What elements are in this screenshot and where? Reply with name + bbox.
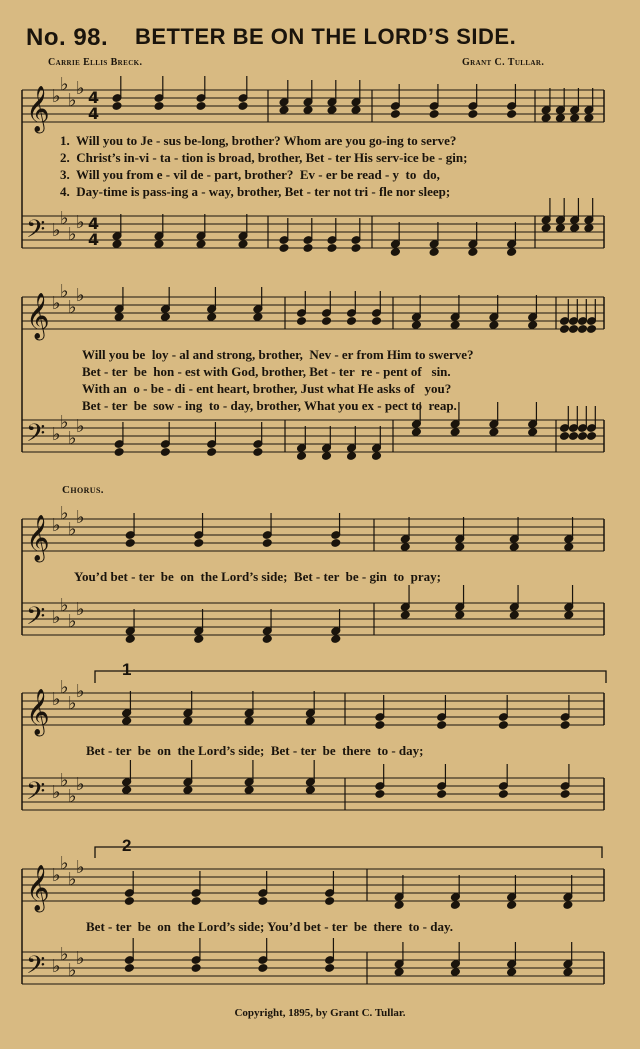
flat-sign: ♭ <box>52 86 61 107</box>
system-2-treble-note <box>450 321 460 330</box>
system-1-bass-note <box>390 248 400 257</box>
system-1-treble-note <box>154 102 164 111</box>
flat-sign: ♭ <box>60 944 69 965</box>
system-1-treble-note <box>468 110 478 119</box>
system-3-treble-note <box>125 539 135 548</box>
flat-sign: ♭ <box>76 681 85 702</box>
system-1-bass-note <box>279 244 289 253</box>
verse-3-line-2: With an o - be - di - ent heart, brother, Just what He asks of you? <box>82 381 452 396</box>
system-1-bass-clef: 𝄢 <box>26 215 46 250</box>
system-1-bass-note <box>351 244 361 253</box>
system-5-bass-note <box>124 964 134 973</box>
system-2-treble-note <box>586 325 596 334</box>
system-2-bass-note <box>207 448 217 457</box>
system-1-treble-clef: 𝄞 <box>26 86 50 132</box>
system-1-bass-note <box>196 240 206 249</box>
chorus-line-2: Bet - ter be on the Lord’s side; Bet - ter be there to - day; <box>86 743 424 758</box>
system-3-treble-note <box>194 539 204 548</box>
system-1-treble-note <box>112 102 122 111</box>
verse-4-line-2: Bet - ter be sow - ing to - day, brother, What you ex - pect to reap. <box>82 398 457 413</box>
system-5-treble-note <box>191 897 201 906</box>
flat-sign: ♭ <box>68 428 77 449</box>
system-2-treble-note <box>160 313 170 322</box>
system-5-treble-note <box>507 901 517 910</box>
system-3-bass-note <box>400 611 410 620</box>
system-3-treble-note <box>509 543 519 552</box>
system-4-treble-note <box>375 721 385 730</box>
system-1-treble-note <box>429 110 439 119</box>
flat-sign: ♭ <box>52 865 61 886</box>
system-1-treble-note <box>196 102 206 111</box>
chorus-label: Chorus. <box>62 484 104 496</box>
system-3-treble-clef: 𝄞 <box>26 515 50 561</box>
flat-sign: ♭ <box>76 774 85 795</box>
system-1-bass-note <box>541 224 551 233</box>
system-2-treble-note <box>528 321 538 330</box>
system-5-bass-note <box>258 964 268 973</box>
system-4-treble-note <box>498 721 508 730</box>
flat-sign: ♭ <box>68 519 77 540</box>
flat-sign: ♭ <box>52 782 61 803</box>
flat-sign: ♭ <box>76 857 85 878</box>
system-3-bass-note <box>125 635 135 644</box>
system-4-bass-clef: 𝄢 <box>26 777 46 812</box>
system-2-bass-note <box>114 448 124 457</box>
chorus-line-3: Bet - ter be on the Lord’s side; You’d bet - ter be there to - day. <box>86 919 453 934</box>
copyright-notice: Copyright, 1895, by Grant C. Tullar. <box>234 1007 406 1019</box>
flat-sign: ♭ <box>76 212 85 233</box>
verse-1-line-1: 1. Will you to Je - sus be-long, brother? Whom are you go-ing to serve? <box>60 133 457 148</box>
system-1-bass-note <box>429 248 439 257</box>
system-3-bass-note <box>331 635 341 644</box>
system-1-treble-note <box>541 114 551 123</box>
verse-2-line-1: 2. Christ’s in-vi - ta - tion is broad, brother, Bet - ter His serv-ice be - gin; <box>60 150 468 165</box>
system-4-treble-note <box>183 717 193 726</box>
hymn-title: BETTER BE ON THE LORD’S SIDE. <box>135 24 517 49</box>
flat-sign: ♭ <box>52 293 61 314</box>
system-1-treble-note <box>279 106 289 115</box>
flat-sign: ♭ <box>76 78 85 99</box>
system-5-treble-note <box>563 901 573 910</box>
system-2-bass-note <box>346 452 356 461</box>
composer-credit: Grant C. Tullar. <box>462 57 545 68</box>
flat-sign: ♭ <box>52 220 61 241</box>
flat-sign: ♭ <box>68 786 77 807</box>
flat-sign: ♭ <box>60 74 69 95</box>
system-4-treble-clef: 𝄞 <box>26 689 50 735</box>
system-2-bass-clef: 𝄢 <box>26 419 46 454</box>
system-1-treble-note <box>351 106 361 115</box>
flat-sign: ♭ <box>76 507 85 528</box>
system-2-treble-note <box>577 325 587 334</box>
system-2-treble-note <box>296 317 306 326</box>
first-ending-number: 1 <box>122 660 132 679</box>
system-5-treble-clef: 𝄞 <box>26 865 50 911</box>
system-2-bass-note <box>559 432 569 441</box>
system-3-bass-note <box>262 635 272 644</box>
system-2-treble-note <box>207 313 217 322</box>
system-2-bass-note <box>371 452 381 461</box>
system-2-bass-note <box>577 432 587 441</box>
flat-sign: ♭ <box>68 693 77 714</box>
system-5-bass-note <box>450 968 460 977</box>
system-4-bass-note <box>437 790 447 799</box>
flat-sign: ♭ <box>76 599 85 620</box>
flat-sign: ♭ <box>52 424 61 445</box>
system-4-bass-note <box>560 790 570 799</box>
system-2-treble-note <box>321 317 331 326</box>
system-5-treble-note <box>124 897 134 906</box>
system-2-treble-clef: 𝄞 <box>26 293 50 339</box>
system-2-bass-note <box>296 452 306 461</box>
system-1-bass-note <box>303 244 313 253</box>
system-1-bass-note <box>112 240 122 249</box>
system-2-bass-note <box>411 428 421 437</box>
system-2-treble-note <box>114 313 124 322</box>
flat-sign: ♭ <box>68 869 77 890</box>
system-2-treble-note <box>346 317 356 326</box>
system-4-treble-note <box>560 721 570 730</box>
system-5-bass-note <box>325 964 335 973</box>
flat-sign: ♭ <box>52 689 61 710</box>
second-ending-number: 2 <box>122 836 132 855</box>
system-2-bass-note <box>568 432 578 441</box>
flat-sign: ♭ <box>52 956 61 977</box>
flat-sign: ♭ <box>60 412 69 433</box>
system-2-bass-note <box>321 452 331 461</box>
flat-sign: ♭ <box>60 208 69 229</box>
system-3-bass-note <box>194 635 204 644</box>
system-1-treble-note <box>327 106 337 115</box>
system-4-treble-note <box>244 717 254 726</box>
system-2-treble-note <box>411 321 421 330</box>
system-4-bass-note <box>183 786 193 795</box>
system-5-treble-note <box>325 897 335 906</box>
flat-sign: ♭ <box>60 853 69 874</box>
system-3-bass-note <box>455 611 465 620</box>
system-5-bass-note <box>507 968 517 977</box>
system-4-treble-note <box>305 717 315 726</box>
flat-sign: ♭ <box>52 515 61 536</box>
system-2-treble-note <box>559 325 569 334</box>
system-1-treble-note <box>238 102 248 111</box>
system-4-bass-note <box>375 790 385 799</box>
system-3-treble-note <box>455 543 465 552</box>
flat-sign: ♭ <box>60 281 69 302</box>
system-4-treble-note <box>437 721 447 730</box>
system-3-bass-note <box>509 611 519 620</box>
flat-sign: ♭ <box>76 948 85 969</box>
system-5-treble-note <box>258 897 268 906</box>
system-1-bass-note <box>570 224 580 233</box>
system-1-treble-note <box>555 114 565 123</box>
system-1-bass-note <box>507 248 517 257</box>
system-2-bass-note <box>489 428 499 437</box>
lyricist-credit: Carrie Ellis Breck. <box>48 57 143 68</box>
system-4-bass-note <box>122 786 132 795</box>
system-3-bass-note <box>564 611 574 620</box>
system-2-bass-note <box>253 448 263 457</box>
system-3-treble-note <box>262 539 272 548</box>
system-4-treble-note <box>122 717 132 726</box>
system-2-treble-note <box>489 321 499 330</box>
flat-sign: ♭ <box>76 416 85 437</box>
system-1-treble-note <box>570 114 580 123</box>
system-1-bass-note <box>327 244 337 253</box>
flat-sign: ♭ <box>68 224 77 245</box>
system-1-treble-note <box>390 110 400 119</box>
flat-sign: ♭ <box>60 770 69 791</box>
system-1-bass-note <box>584 224 594 233</box>
second-ending-bracket <box>95 847 602 858</box>
system-4-bass-note <box>498 790 508 799</box>
first-ending-bracket <box>95 671 606 683</box>
system-1-treble-note <box>584 114 594 123</box>
flat-sign: ♭ <box>52 607 61 628</box>
system-2-treble-note <box>253 313 263 322</box>
flat-sign: ♭ <box>68 960 77 981</box>
system-5-bass-note <box>394 968 404 977</box>
system-4-bass-note <box>244 786 254 795</box>
system-3-treble-note <box>331 539 341 548</box>
time-signature-digit: 4 <box>88 230 100 249</box>
chorus-line-1: You’d bet - ter be on the Lord’s side; Bet - ter be - gin to pray; <box>74 569 441 584</box>
flat-sign: ♭ <box>60 677 69 698</box>
time-signature-digit: 4 <box>88 104 100 123</box>
system-5-treble-note <box>394 901 404 910</box>
time-signature-digit: 4 <box>88 88 100 107</box>
system-2-bass-note <box>586 432 596 441</box>
verse-3-line-1: 3. Will you from e - vil de - part, brother? Ev - er be read - y to do, <box>60 167 440 182</box>
system-1-treble-note <box>303 106 313 115</box>
verse-1-line-2: Will you be loy - al and strong, brother, Nev - er from Him to swerve? <box>82 347 474 362</box>
hymn-number: No. 98. <box>26 24 109 51</box>
flat-sign: ♭ <box>68 90 77 111</box>
system-4-bass-note <box>305 786 315 795</box>
flat-sign: ♭ <box>68 611 77 632</box>
system-2-treble-note <box>568 325 578 334</box>
system-3-treble-note <box>400 543 410 552</box>
verse-2-line-2: Bet - ter be hon - est with God, brother, Bet - ter re - pent of sin. <box>82 364 451 379</box>
system-2-bass-note <box>160 448 170 457</box>
verse-4-line-1: 4. Day-time is pass-ing a - way, brother, Bet - ter not tri - fle nor sleep; <box>60 184 451 199</box>
flat-sign: ♭ <box>60 595 69 616</box>
flat-sign: ♭ <box>60 503 69 524</box>
system-5-bass-clef: 𝄢 <box>26 951 46 986</box>
system-1-bass-note <box>238 240 248 249</box>
flat-sign: ♭ <box>68 297 77 318</box>
system-5-treble-note <box>450 901 460 910</box>
flat-sign: ♭ <box>76 285 85 306</box>
system-1-bass-note <box>468 248 478 257</box>
time-signature-digit: 4 <box>88 214 100 233</box>
system-5-bass-note <box>191 964 201 973</box>
system-2-bass-note <box>450 428 460 437</box>
system-3-bass-clef: 𝄢 <box>26 602 46 637</box>
system-1-treble-note <box>507 110 517 119</box>
system-1-bass-note <box>555 224 565 233</box>
system-1-bass-note <box>154 240 164 249</box>
system-3-treble-note <box>564 543 574 552</box>
system-2-bass-note <box>528 428 538 437</box>
system-2-treble-note <box>371 317 381 326</box>
system-5-bass-note <box>563 968 573 977</box>
